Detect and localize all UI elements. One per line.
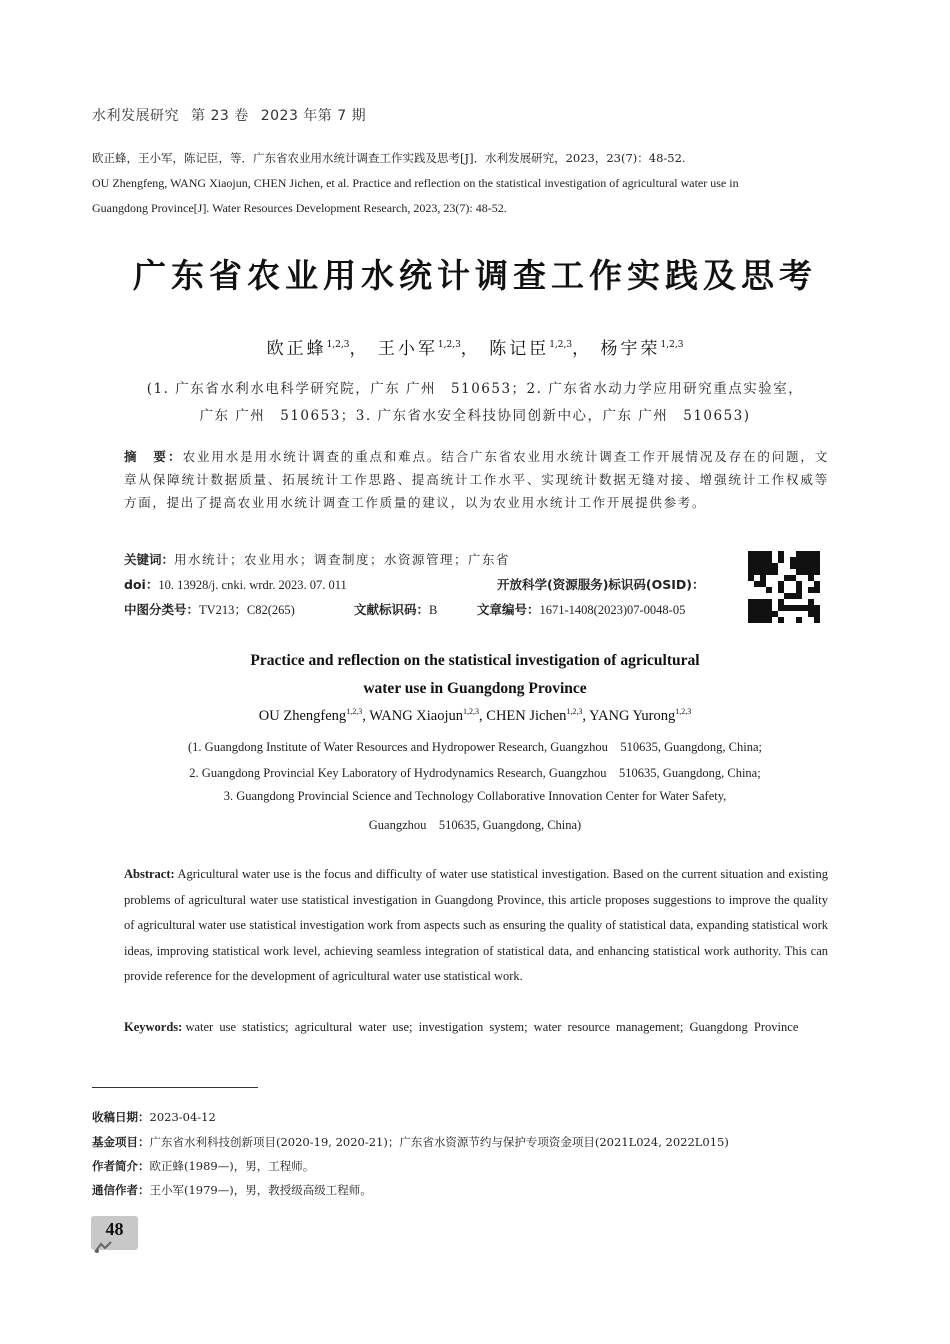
affiliation-cn-line1: (1. 广东省水利水电科学研究院，广东 广州 510653；2. 广东省水动力学应用研究重点实验室，	[146, 381, 804, 397]
article-number-label: 文章编号：	[477, 602, 540, 617]
author-en-sup: 1,2,3	[566, 707, 583, 716]
doc-code-label: 文献标识码：	[354, 602, 430, 617]
footnote-corresponding	[92, 1182, 372, 1198]
journal-issue: 2023 年第 7 期	[260, 108, 367, 124]
doi-label: doi：	[124, 577, 159, 592]
affiliation-en-line1: (1. Guangdong Institute of Water Resources and Hydropower Research, Guangzhou 510635, Guangdong, China;	[188, 740, 762, 754]
clc-label: 中图分类号：	[124, 602, 200, 617]
abstract-cn	[124, 445, 829, 514]
authors-cn: 欧正蜂$^{1,2,3}$， 王小军$^{1,2,3}$， 陈记臣$^{1,2,3}$， 杨宇荣$^{1,2,3}$	[266, 339, 684, 359]
title-en-line1: Practice and reflection on the statistical investigation of agricultural	[250, 652, 700, 669]
abstract-cn-label: 摘 要：	[124, 449, 183, 464]
abstract-en-label: Abstract:	[124, 867, 175, 881]
author-en-sup: 1,2,3	[463, 707, 480, 716]
affiliation-en-line2: 2. Guangdong Provincial Key Laboratory of Hydrodynamics Research, Guangzhou 510635, Guangdong, China;	[189, 766, 761, 780]
osid-label: 开放科学(资源服务)标识码(OSID)：	[497, 577, 705, 592]
footnote-divider	[92, 1087, 258, 1088]
doi-value: 10. 13928/j. cnki. wrdr. 2023. 07. 011	[158, 578, 347, 592]
affiliation-cn-line2: 广东 广州 510653；3. 广东省水安全科技协同创新中心，广东 广州 510653)	[199, 408, 751, 424]
journal-volume: 第 23 卷	[191, 108, 249, 124]
page-ornament-icon	[93, 1240, 115, 1254]
received-label: 收稿日期：	[92, 1110, 150, 1124]
title-en-line2: water use in Guangdong Province	[363, 680, 587, 697]
keywords-cn-label: 关键词：	[124, 552, 175, 567]
author-en-name: CHEN Jichen	[486, 708, 567, 724]
title-cn: 广东省农业用水统计调查工作实践及思考	[133, 256, 817, 295]
doc-code	[354, 600, 437, 618]
author-en-sup: 1,2,3	[346, 707, 363, 716]
author-en-sup: 1,2,3	[675, 707, 692, 716]
article-number-value: 1671-1408(2023)07-0048-05	[539, 603, 686, 617]
author-intro-label: 作者简介：	[92, 1159, 150, 1173]
footnote-fund	[92, 1134, 729, 1150]
citation-en-line2: Guangdong Province[J]. Water Resources Development Research, 2023, 23(7): 48-52.	[92, 201, 507, 215]
author-cn-sup: 1,2,3	[326, 340, 350, 350]
abstract-en	[124, 862, 828, 990]
author-en-name: WANG Xiaojun	[369, 708, 464, 724]
citation-en-line1: OU Zhengfeng, WANG Xiaojun, CHEN Jichen, et al. Practice and reflection on the statistical investigation of agricultural water use in	[92, 176, 739, 190]
author-en-name: OU Zhengfeng	[258, 708, 347, 724]
footnote-received	[92, 1109, 216, 1125]
received-value: 2023-04-12	[149, 1110, 216, 1124]
doc-code-value: B	[429, 603, 438, 617]
corresponding-label: 通信作者：	[92, 1183, 150, 1197]
clc-value: TV213；C82(265)	[199, 603, 295, 617]
author-cn-sup: 1,2,3	[660, 340, 684, 350]
abstract-en-text: Agricultural water use is the focus and difficulty of water use statistical investigation. Based on the current situation and existing problems of agricultural water use statistical investigation in Guangdong Province, this article proposes suggestions to improve the quality of agricultural water use statistical investigation work from aspects such as ensuring the quality of statistical data, expanding statistical work ideas, improving statistical work level, achieving seamless integration of statistical data, and enhancing statistical work authority. This can provide reference for the development of agricultural water use statistical work.	[124, 867, 828, 984]
author-cn-name: 欧正蜂	[266, 339, 327, 359]
doi-line	[124, 575, 347, 593]
author-cn-sup: 1,2,3	[437, 340, 461, 350]
fund-value: 广东省水利科技创新项目(2020-19, 2020-21)；广东省水资源节约与保护专项资金项目(2021L024, 2022L015)	[149, 1135, 729, 1149]
keywords-en-text: water use statistics; agricultural water use; investigation system; water resource management; Guangdong Province	[185, 1020, 799, 1034]
classification-line	[124, 600, 295, 618]
keywords-cn	[124, 550, 510, 568]
journal-header	[92, 105, 366, 125]
affiliation-en-line3: 3. Guangdong Provincial Science and Technology Collaborative Innovation Center for Water Safety,	[223, 789, 727, 803]
keywords-cn-text: 用水统计；农业用水；调查制度；水资源管理；广东省	[174, 552, 511, 567]
keywords-en	[124, 1015, 828, 1041]
fund-label: 基金项目：	[92, 1135, 150, 1149]
author-cn-sup: 1,2,3	[549, 340, 573, 350]
citation-cn: 欧正蜂，王小军，陈记臣，等．广东省农业用水统计调查工作实践及思考[J]．水利发展研究，2023，23(7)：48-52.	[92, 151, 686, 165]
keywords-en-label: Keywords:	[124, 1020, 183, 1034]
footnote-author	[92, 1158, 314, 1174]
author-cn-name: 陈记臣	[489, 339, 550, 359]
article-number	[477, 600, 685, 618]
corresponding-value: 王小军(1979—)，男，教授级高级工程师。	[149, 1183, 372, 1197]
page-number: 48	[105, 1219, 124, 1239]
journal-name: 水利发展研究	[92, 108, 179, 124]
affiliation-en-line4: Guangzhou 510635, Guangdong, China)	[368, 818, 582, 832]
author-en-name: YANG Yurong	[589, 708, 676, 724]
osid-qr-code-icon[interactable]	[748, 551, 820, 623]
author-intro-value: 欧正蜂(1989—)，男，工程师。	[149, 1159, 315, 1173]
author-cn-name: 王小军	[377, 339, 438, 359]
abstract-cn-text: 农业用水是用水统计调查的重点和难点。结合广东省农业用水统计调查工作开展情况及存在的问题，文章从保障统计数据质量、拓展统计工作思路、提高统计工作水平、实现统计数据无缝对接、增强统计工作权威等方面，提出了提高农业用水统计调查工作质量的建议，以为农业用水统计工作开展提供参考。	[124, 449, 829, 510]
authors-en: OU Zhengfeng$^{1,2,3}$, WANG Xiaojun$^{1,2,3}$, CHEN Jichen$^{1,2,3}$, YANG Yurong$^{1,2,3}$	[258, 707, 692, 724]
author-cn-name: 杨宇荣	[600, 339, 661, 359]
